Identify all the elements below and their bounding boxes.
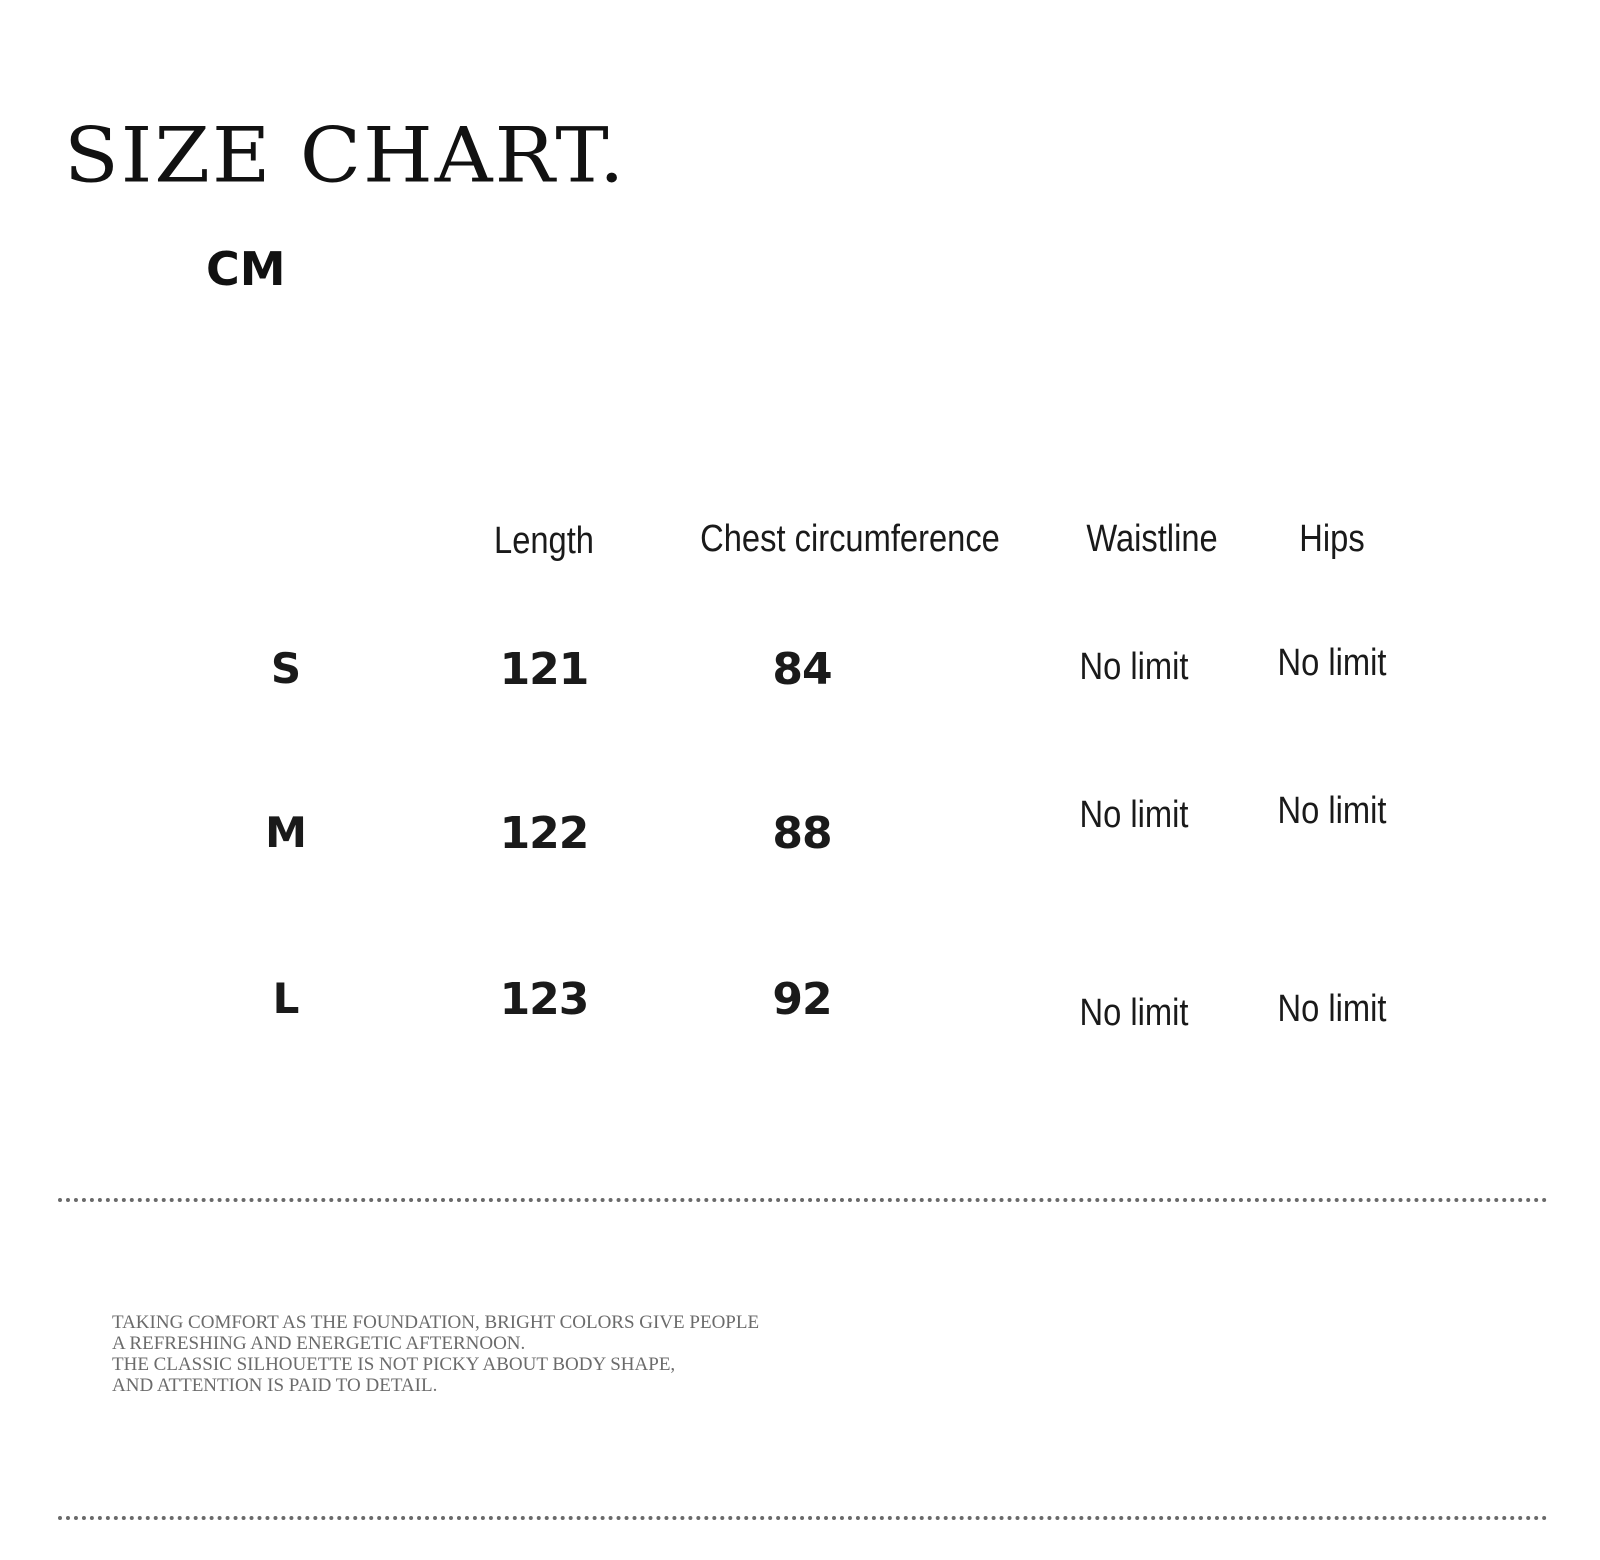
waistline-value: No limit [1079, 992, 1189, 1034]
chest-value: 88 [772, 808, 832, 859]
footer-line: AND ATTENTION IS PAID TO DETAIL. [112, 1375, 438, 1396]
footer-line: A REFRESHING AND ENERGETIC AFTERNOON. [112, 1333, 526, 1354]
header-hips: Hips [1299, 518, 1365, 560]
header-length: Length [494, 520, 594, 562]
size-label: M [265, 808, 307, 857]
footer-description [112, 1312, 759, 1396]
unit-label: CM [206, 242, 286, 296]
header-waistline: Waistline [1086, 518, 1218, 560]
size-label: L [272, 974, 300, 1023]
page-title: SIZE CHART. [64, 111, 627, 200]
bottom-divider [58, 1516, 1548, 1520]
footer-line: THE CLASSIC SILHOUETTE IS NOT PICKY ABOUT BODY SHAPE, [112, 1354, 676, 1375]
waistline-value: No limit [1079, 646, 1189, 688]
chest-value: 84 [772, 644, 832, 695]
chest-value: 92 [772, 974, 832, 1025]
footer-line: TAKING COMFORT AS THE FOUNDATION, BRIGHT COLORS GIVE PEOPLE [112, 1312, 760, 1333]
length-value: 122 [499, 808, 589, 859]
size-label: S [270, 644, 302, 693]
hips-value: No limit [1277, 790, 1387, 832]
length-value: 121 [499, 644, 589, 695]
hips-value: No limit [1277, 642, 1387, 684]
waistline-value: No limit [1079, 794, 1189, 836]
top-divider [58, 1198, 1548, 1202]
length-value: 123 [499, 974, 589, 1025]
hips-value: No limit [1277, 988, 1387, 1030]
header-chest-circumference: Chest circumference [700, 518, 1000, 560]
